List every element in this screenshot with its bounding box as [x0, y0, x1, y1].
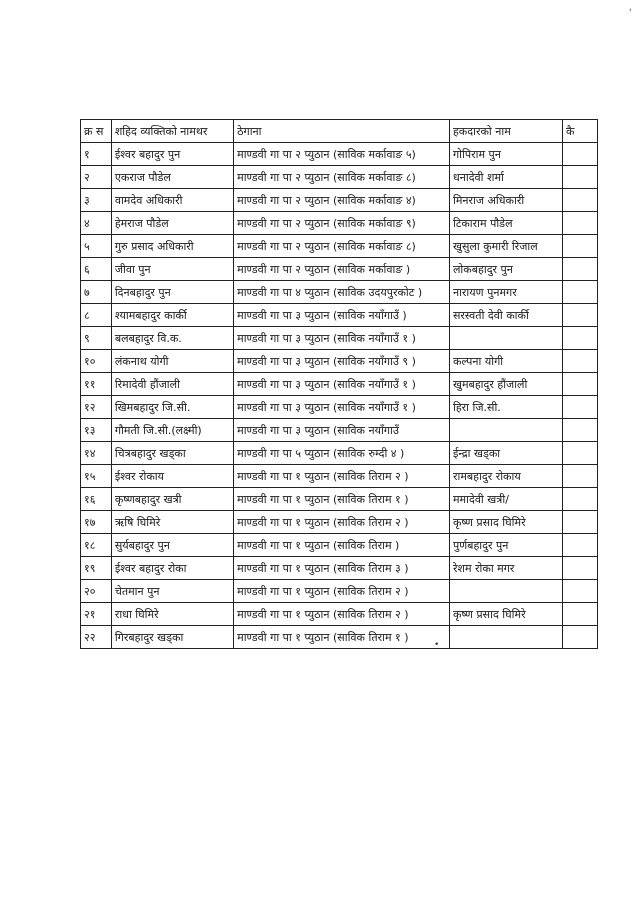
heir-name-cell: लोकबहादुर पुन	[449, 258, 562, 281]
header-address: ठेगाना	[234, 120, 450, 143]
martyr-name-cell: लंकनाथ योगी	[111, 350, 233, 373]
remarks-cell	[563, 557, 598, 580]
table-row	[81, 189, 598, 212]
serial-number-cell: २	[81, 166, 112, 189]
table-row	[81, 373, 598, 396]
martyr-name-cell: सुर्यबहादुर पुन	[111, 534, 233, 557]
martyr-name-cell: एकराज पौडेल	[111, 166, 233, 189]
address-cell: माण्डवी गा पा १ प्युठान (साविक तिराम १ )	[234, 626, 450, 649]
serial-number-cell: १७	[81, 511, 112, 534]
address-cell: माण्डवी गा पा १ प्युठान (साविक तिराम २ )	[234, 603, 450, 626]
remarks-cell	[563, 212, 598, 235]
martyr-name-cell: खिमबहादुर जि.सी.	[111, 396, 233, 419]
heir-name-cell: रेशम रोका मगर	[449, 557, 562, 580]
martyr-name-cell: ईश्वर बहादुर पुन	[111, 143, 233, 166]
heir-name-cell: खुमबहादुर हौंजाली	[449, 373, 562, 396]
serial-number-cell: १३	[81, 419, 112, 442]
serial-number-cell: ५	[81, 235, 112, 258]
heir-name-cell	[449, 580, 562, 603]
martyr-name-cell: बलबहादुर वि.क.	[111, 327, 233, 350]
address-cell: माण्डवी गा पा ३ प्युठान (साविक नयाँगाउँ १ )	[234, 327, 450, 350]
serial-number-cell: २०	[81, 580, 112, 603]
table-row	[81, 511, 598, 534]
table-row	[81, 350, 598, 373]
address-cell: माण्डवी गा पा १ प्युठान (साविक तिराम १ )	[234, 488, 450, 511]
martyr-name-cell: गौमती जि.सी.(लक्ष्मी)	[111, 419, 233, 442]
serial-number-cell: ६	[81, 258, 112, 281]
table-row	[81, 626, 598, 649]
header-serial-number: क्र स	[81, 120, 112, 143]
remarks-cell	[563, 327, 598, 350]
address-cell: माण्डवी गा पा ३ प्युठान (साविक नयाँगाउँ ९ )	[234, 350, 450, 373]
heir-name-cell: कल्पना योगी	[449, 350, 562, 373]
martyr-name-cell: श्यामबहादुर कार्की	[111, 304, 233, 327]
table-row	[81, 235, 598, 258]
martyr-heir-table	[80, 119, 598, 649]
serial-number-cell: १	[81, 143, 112, 166]
heir-name-cell: ईन्द्रा खड्का	[449, 442, 562, 465]
remarks-cell	[563, 534, 598, 557]
heir-name-cell: गोपिराम पुन	[449, 143, 562, 166]
page-mark: '	[629, 8, 632, 18]
heir-name-cell: कृष्ण प्रसाद घिमिरे	[449, 603, 562, 626]
serial-number-cell: १०	[81, 350, 112, 373]
martyr-name-cell: गुरु प्रसाद अधिकारी	[111, 235, 233, 258]
table-row	[81, 488, 598, 511]
header-remarks: कै	[563, 120, 598, 143]
table-row	[81, 304, 598, 327]
serial-number-cell: ९	[81, 327, 112, 350]
address-cell: माण्डवी गा पा १ प्युठान (साविक तिराम २ )	[234, 580, 450, 603]
heir-name-cell	[449, 327, 562, 350]
table-row	[81, 166, 598, 189]
address-cell: माण्डवी गा पा २ प्युठान (साविक मर्कावाङ ४)	[234, 189, 450, 212]
serial-number-cell: २१	[81, 603, 112, 626]
heir-name-cell: कृष्ण प्रसाद घिमिरे	[449, 511, 562, 534]
heir-name-cell: ममादेवी खत्री/	[449, 488, 562, 511]
table-row	[81, 212, 598, 235]
table-row	[81, 465, 598, 488]
header-martyr-name: शहिद व्यक्तिको नामथर	[111, 120, 233, 143]
heir-name-cell	[449, 419, 562, 442]
heir-name-cell	[449, 626, 562, 649]
martyr-name-cell: चित्रबहादुर खड्का	[111, 442, 233, 465]
address-cell: माण्डवी गा पा ५ प्युठान (साविक रुम्दी ४ )	[234, 442, 450, 465]
serial-number-cell: ४	[81, 212, 112, 235]
martyr-name-cell: ईश्वर बहादुर रोका	[111, 557, 233, 580]
martyr-name-cell: चेतमान पुन	[111, 580, 233, 603]
table-row	[81, 143, 598, 166]
serial-number-cell: २२	[81, 626, 112, 649]
remarks-cell	[563, 511, 598, 534]
table-row	[81, 603, 598, 626]
remarks-cell	[563, 143, 598, 166]
remarks-cell	[563, 442, 598, 465]
address-cell: माण्डवी गा पा २ प्युठान (साविक मर्कावाङ ८)	[234, 235, 450, 258]
martyr-name-cell: कृष्णबहादुर खत्री	[111, 488, 233, 511]
table-row	[81, 557, 598, 580]
serial-number-cell: १६	[81, 488, 112, 511]
remarks-cell	[563, 373, 598, 396]
table-row	[81, 419, 598, 442]
remarks-cell	[563, 235, 598, 258]
address-cell: माण्डवी गा पा ३ प्युठान (साविक नयाँगाउँ	[234, 419, 450, 442]
remarks-cell	[563, 258, 598, 281]
serial-number-cell: ८	[81, 304, 112, 327]
table-row	[81, 580, 598, 603]
serial-number-cell: १२	[81, 396, 112, 419]
serial-number-cell: १९	[81, 557, 112, 580]
address-cell: माण्डवी गा पा १ प्युठान (साविक तिराम )	[234, 534, 450, 557]
heir-name-cell: नारायण पुनमगर	[449, 281, 562, 304]
address-cell: माण्डवी गा पा ३ प्युठान (साविक नयाँगाउँ १ )	[234, 396, 450, 419]
heir-name-cell: हिरा जि.सी.	[449, 396, 562, 419]
table-row	[81, 396, 598, 419]
martyr-name-cell: गिरबहादुर खड्का	[111, 626, 233, 649]
martyr-name-cell: ऋषि घिमिरे	[111, 511, 233, 534]
remarks-cell	[563, 580, 598, 603]
remarks-cell	[563, 465, 598, 488]
stray-mark: •	[434, 640, 440, 650]
remarks-cell	[563, 603, 598, 626]
header-row	[81, 120, 598, 143]
remarks-cell	[563, 166, 598, 189]
serial-number-cell: १८	[81, 534, 112, 557]
serial-number-cell: ७	[81, 281, 112, 304]
table-row	[81, 281, 598, 304]
remarks-cell	[563, 396, 598, 419]
serial-number-cell: १४	[81, 442, 112, 465]
heir-name-cell: रामबहादुर रोकाय	[449, 465, 562, 488]
address-cell: माण्डवी गा पा १ प्युठान (साविक तिराम २ )	[234, 465, 450, 488]
address-cell: माण्डवी गा पा ३ प्युठान (साविक नयाँगाउँ )	[234, 304, 450, 327]
heir-name-cell: पुर्णबहादुर पुन	[449, 534, 562, 557]
table-row	[81, 442, 598, 465]
heir-name-cell: टिकाराम पौडेल	[449, 212, 562, 235]
serial-number-cell: ३	[81, 189, 112, 212]
remarks-cell	[563, 488, 598, 511]
address-cell: माण्डवी गा पा २ प्युठान (साविक मर्कावाङ )	[234, 258, 450, 281]
heir-name-cell: मिनराज अधिकारी	[449, 189, 562, 212]
serial-number-cell: ११	[81, 373, 112, 396]
serial-number-cell: १५	[81, 465, 112, 488]
remarks-cell	[563, 350, 598, 373]
address-cell: माण्डवी गा पा २ प्युठान (साविक मर्कावाङ ५)	[234, 143, 450, 166]
address-cell: माण्डवी गा पा ४ प्युठान (साविक उदयपुरकोट )	[234, 281, 450, 304]
remarks-cell	[563, 281, 598, 304]
martyr-name-cell: वामदेव अधिकारी	[111, 189, 233, 212]
address-cell: माण्डवी गा पा २ प्युठान (साविक मर्कावाङ ८)	[234, 166, 450, 189]
martyr-name-cell: हेमराज पौडेल	[111, 212, 233, 235]
table-row	[81, 534, 598, 557]
table-row	[81, 327, 598, 350]
remarks-cell	[563, 626, 598, 649]
martyr-name-cell: रिमादेवी हौंजाली	[111, 373, 233, 396]
remarks-cell	[563, 304, 598, 327]
address-cell: माण्डवी गा पा १ प्युठान (साविक तिराम ३ )	[234, 557, 450, 580]
remarks-cell	[563, 189, 598, 212]
address-cell: माण्डवी गा पा ३ प्युठान (साविक नयाँगाउँ १ )	[234, 373, 450, 396]
martyr-name-cell: ईश्वर रोकाय	[111, 465, 233, 488]
remarks-cell	[563, 419, 598, 442]
martyr-name-cell: दिनबहादुर पुन	[111, 281, 233, 304]
address-cell: माण्डवी गा पा १ प्युठान (साविक तिराम २ )	[234, 511, 450, 534]
heir-name-cell: सरस्वती देवी कार्की	[449, 304, 562, 327]
martyr-name-cell: जीवा पुन	[111, 258, 233, 281]
heir-name-cell: धनादेवी शर्मा	[449, 166, 562, 189]
header-heir-name: हकदारको नाम	[449, 120, 562, 143]
address-cell: माण्डवी गा पा २ प्युठान (साविक मर्कावाङ ९)	[234, 212, 450, 235]
heir-name-cell: खुसुला कुमारी रिजाल	[449, 235, 562, 258]
martyr-name-cell: राधा घिमिरे	[111, 603, 233, 626]
table-row	[81, 258, 598, 281]
